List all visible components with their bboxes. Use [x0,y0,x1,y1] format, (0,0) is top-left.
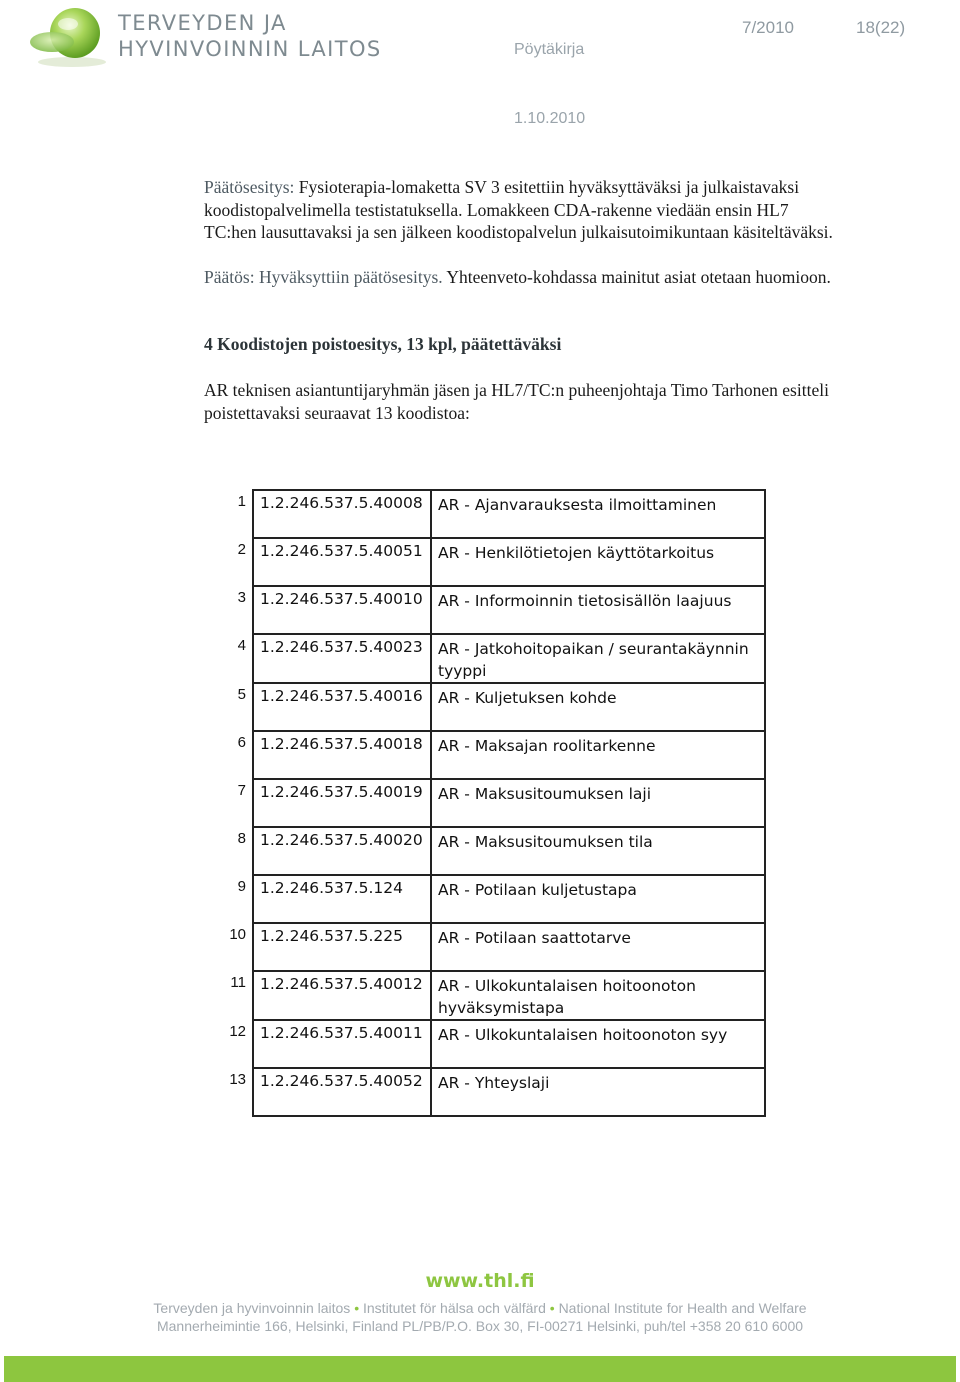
code-oid: 1.2.246.537.5.40018 [253,731,431,779]
doc-date: 1.10.2010 [514,110,586,127]
table-row [218,1020,765,1068]
proposal-line2: koodistopalvelimella testistatuksella. Lomakkeen CDA-rakenne viedään ensin HL7 [204,199,789,220]
proposal-line3: TC:hen lausuttavaksi ja sen jälkeen koodistopalvelun julkaisutoimikuntaan käsiteltäväksi. [204,222,833,242]
proposal-label: Päätösesitys: [204,177,295,197]
code-name: AR - Potilaan kuljetustapa [431,875,765,923]
code-name: AR - Maksajan roolitarkenne [431,731,765,779]
footer-name-fi: Terveyden ja hyvinvoinnin laitos [153,1300,351,1316]
code-name: AR - Ulkokuntalaisen hoitoonoton syy [431,1020,765,1068]
decision-label: Päätös: [204,267,255,287]
section-body-line2: poistettavaksi seuraavat 13 koodistoa: [204,402,470,423]
row-number: 10 [229,926,246,943]
code-name: AR - Ulkokuntalaisen hoitoonoton hyväksymistapa [431,971,765,1020]
code-name: AR - Jatkohoitopaikan / seurantakäynnin tyyppi [431,634,765,683]
code-name: AR - Kuljetuksen kohde [431,683,765,731]
proposal-line1: Fysioterapia-lomaketta SV 3 esitettiin hyväksyttäväksi ja julkaistavaksi [294,177,800,197]
row-number: 11 [230,974,246,991]
row-number: 2 [237,541,246,558]
decision-text-a: Hyväksyttiin päätösesitys. [254,267,443,287]
org-name-line1: TERVEYDEN JA [118,11,287,35]
row-number: 9 [237,878,246,895]
section-heading: 4 Koodistojen poistoesitys, 13 kpl, päätettäväksi [204,334,562,354]
table-row [218,827,765,875]
section-body-line1: AR teknisen asiantuntijaryhmän jäsen ja HL7/TC:n puheenjohtaja Timo Tarhonen esitteli [204,380,829,400]
code-oid: 1.2.246.537.5.124 [253,875,431,923]
code-oid: 1.2.246.537.5.40051 [253,538,431,586]
table-row [218,683,765,731]
row-number: 1 [237,493,246,510]
code-name: AR - Henkilötietojen käyttötarkoitus [431,538,765,586]
code-oid: 1.2.246.537.5.40023 [253,634,431,683]
doc-number: 7/2010 [742,18,794,37]
footer-website: www.thl.fi [425,1270,535,1292]
code-oid: 1.2.246.537.5.40020 [253,827,431,875]
row-number: 7 [237,782,246,799]
org-name-line2: HYVINVOINNIN LAITOS [118,37,382,61]
table-row [218,490,765,538]
thl-logo [28,4,382,70]
decision-paragraph [204,266,924,289]
section-body [204,379,924,424]
code-oid: 1.2.246.537.5.225 [253,923,431,971]
footer-green-bar [4,1356,956,1382]
table-row [218,875,765,923]
code-name: AR - Yhteyslaji [431,1068,765,1116]
code-oid: 1.2.246.537.5.40019 [253,779,431,827]
code-oid: 1.2.246.537.5.40016 [253,683,431,731]
table-row [218,731,765,779]
code-oid: 1.2.246.537.5.40010 [253,586,431,634]
row-number: 12 [229,1023,246,1040]
table-row [218,779,765,827]
code-oid: 1.2.246.537.5.40011 [253,1020,431,1068]
code-name: AR - Informoinnin tietosisällön laajuus [431,586,765,634]
table-row [218,586,765,634]
code-oid: 1.2.246.537.5.40052 [253,1068,431,1116]
footer-names [0,1300,960,1316]
code-name: AR - Potilaan saattotarve [431,923,765,971]
row-number: 6 [237,734,246,751]
code-name: AR - Ajanvarauksesta ilmoittaminen [431,490,765,538]
table-row [218,971,765,1020]
footer-address: Mannerheimintie 166, Helsinki, Finland PL/PB/P.O. Box 30, FI-00271 Helsinki, puh/tel +358 20 610 6000 [156,1318,804,1334]
green-sphere-icon [28,4,114,70]
footer-separator: • [549,1300,555,1316]
code-oid: 1.2.246.537.5.40008 [253,490,431,538]
code-name: AR - Maksusitoumuksen laji [431,779,765,827]
footer-separator: • [354,1300,360,1316]
code-oid: 1.2.246.537.5.40012 [253,971,431,1020]
code-list-table [218,489,766,1117]
proposal-paragraph [204,176,924,244]
doc-type: Pöytäkirja [514,41,585,58]
table-row [218,634,765,683]
decision-text-b: Yhteenveto-kohdassa mainitut asiat otetaan huomioon. [442,267,831,287]
table-row [218,1068,765,1116]
row-number: 5 [237,686,246,703]
row-number: 4 [237,637,246,654]
table-row [218,923,765,971]
footer-name-sv: Institutet för hälsa och välfärd [363,1300,546,1316]
row-number: 13 [229,1071,246,1088]
table-row [218,538,765,586]
code-name: AR - Maksusitoumuksen tila [431,827,765,875]
row-number: 3 [237,589,246,606]
page-number: 18(22) [856,18,906,37]
footer-name-en: National Institute for Health and Welfare [558,1300,807,1316]
row-number: 8 [237,830,246,847]
